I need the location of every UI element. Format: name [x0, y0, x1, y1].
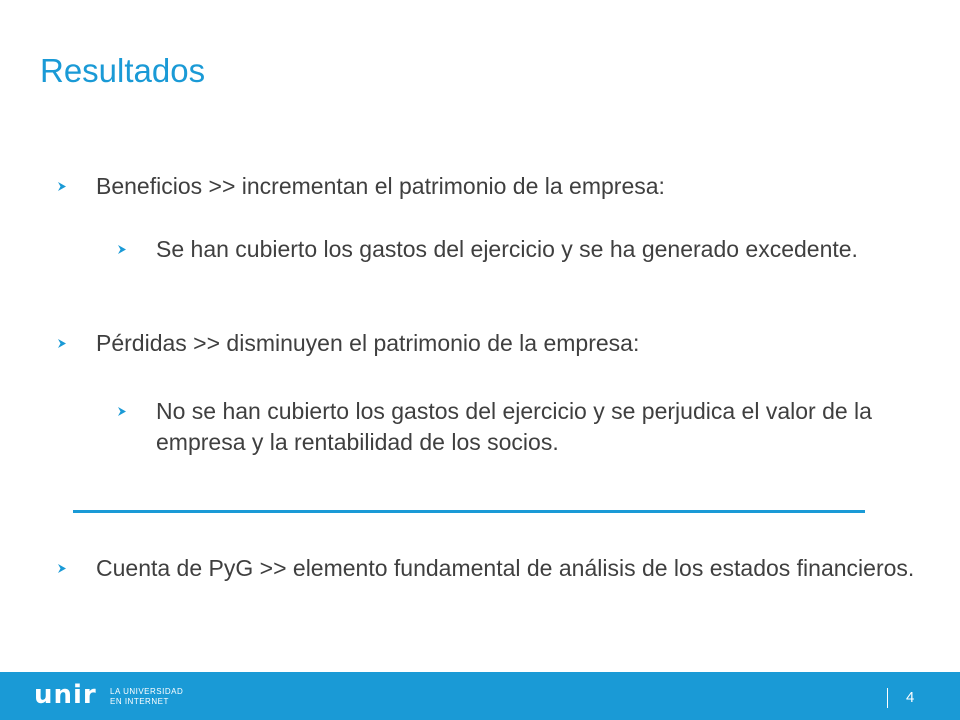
logo-wordmark: unir	[34, 680, 97, 710]
page-number-separator	[887, 688, 888, 708]
logo-tagline-line-1: LA UNIVERSIDAD	[110, 687, 184, 696]
bullet-text: Se han cubierto los gastos del ejercicio y se ha generado excedente.	[156, 236, 858, 262]
sub-bullet-excedente	[118, 234, 878, 265]
bullet-text: Beneficios >> incrementan el patrimonio de la empresa:	[96, 173, 665, 199]
bullet-text: Pérdidas >> disminuyen el patrimonio de la empresa:	[96, 330, 640, 356]
logo-tagline	[110, 687, 200, 707]
slide-title: Resultados	[40, 52, 206, 89]
section-divider	[73, 510, 865, 513]
page-number: 4	[906, 689, 915, 706]
arrow-bullet-icon	[118, 245, 126, 254]
logo-tagline-line-2: EN INTERNET	[110, 697, 169, 706]
bullet-cuenta-pyg	[58, 553, 918, 584]
bullet-text: No se han cubierto los gastos del ejercicio y se perjudica el valor de la empresa y la rentabilidad de los socios.	[156, 398, 872, 455]
arrow-bullet-icon	[58, 564, 66, 573]
arrow-bullet-icon	[58, 339, 66, 348]
arrow-bullet-icon	[58, 182, 66, 191]
sub-bullet-perjuicio	[118, 396, 878, 458]
arrow-bullet-icon	[118, 407, 126, 416]
bullet-beneficios	[58, 171, 918, 202]
bullet-perdidas	[58, 328, 918, 359]
bullet-text: Cuenta de PyG >> elemento fundamental de análisis de los estados financieros.	[96, 555, 915, 581]
footer-bar	[0, 672, 960, 720]
